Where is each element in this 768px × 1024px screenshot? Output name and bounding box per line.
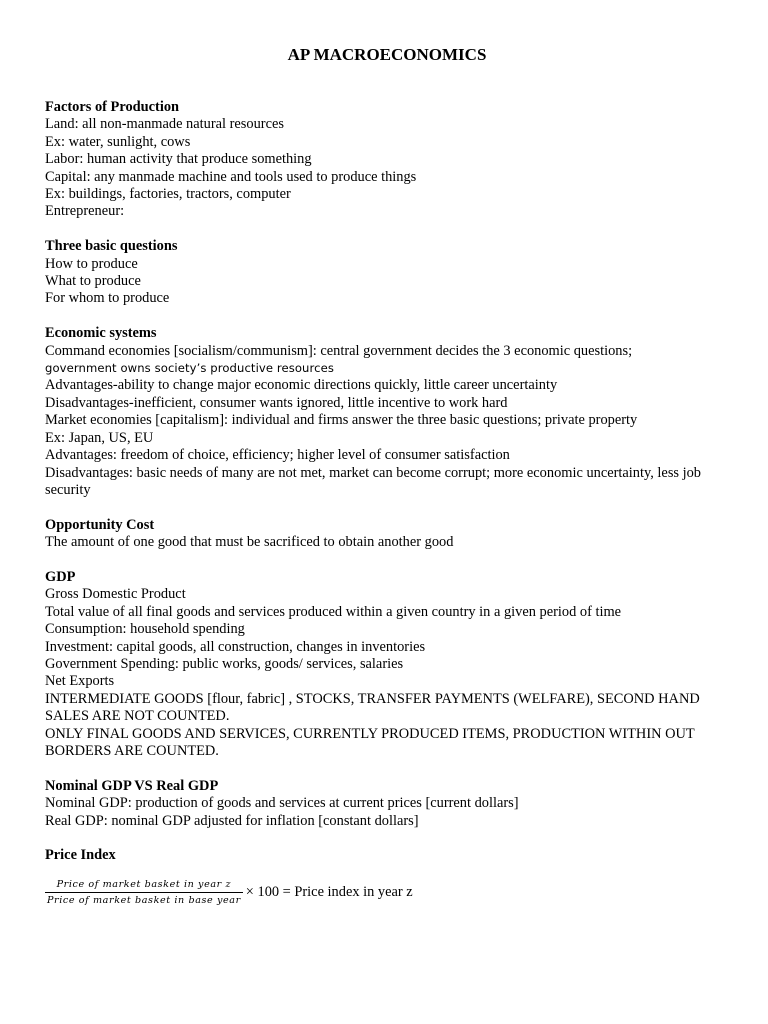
text-line: Disadvantages-inefficient, consumer wants ignored, little incentive to work hard [45,394,508,411]
text-line: ONLY FINAL GOODS AND SERVICES, CURRENTLY PRODUCED ITEMS, PRODUCTION WITHIN OUT BORDERS ARE COUNTED. [45,725,695,759]
text-line: Investment: capital goods, all construction, changes in inventories [45,638,426,655]
text-line: government owns society’s productive resources [45,361,334,376]
section-heading: Three basic questions [45,238,178,255]
document-title: AP MACROECONOMICS [287,45,487,64]
formula-numerator: Price of market basket in year z [56,878,232,890]
text-line: For whom to produce [45,290,170,307]
section-price-index [45,847,725,906]
section-heading: Opportunity Cost [45,516,155,533]
text-line: Gross Domestic Product [45,586,186,603]
text-line: Ex: buildings, factories, tractors, computer [45,186,291,203]
text-line: Capital: any manmade machine and tools used to produce things [45,168,417,185]
section-heading: Economic systems [45,325,157,342]
text-line: Entrepreneur: [45,203,125,220]
text-line: Government Spending: public works, goods/ services, salaries [45,655,404,672]
text-line: Disadvantages: basic needs of many are not met, market can become corrupt; more economic uncertainty, less job security [45,464,702,498]
text-line: Market economies [capitalism]: individual and firms answer the three basic questions; private property [45,412,638,429]
formula-denominator: Price of market basket in base year [47,894,241,906]
section-factors-of-production [45,99,725,221]
text-line: Ex: water, sunlight, cows [45,133,191,150]
section-three-basic-questions [45,238,725,308]
text-line: The amount of one good that must be sacrificed to obtain another good [45,534,454,551]
text-line: What to produce [45,273,141,290]
text-line: INTERMEDIATE GOODS [flour, fabric] , STOCKS, TRANSFER PAYMENTS (WELFARE), SECOND HAND SALES ARE NOT COUNTED. [45,690,700,725]
price-index-formula [45,879,725,907]
section-gdp [45,569,725,760]
text-line: Real GDP: nominal GDP adjusted for inflation [constant dollars] [45,812,419,829]
section-heading: Factors of Production [45,99,180,115]
text-line: Consumption: household spending [45,621,245,638]
section-heading: Nominal GDP VS Real GDP [45,777,219,794]
formula-result: × 100 = Price index in year z [245,884,413,901]
section-nominal-vs-real-gdp [45,778,725,830]
text-line: Command economies [socialism/communism]: central government decides the 3 economic questions; [45,342,633,359]
document-page [45,44,725,924]
text-line: Total value of all final goods and services produced within a given country in a given period of time [45,603,622,620]
text-line: Advantages: freedom of choice, efficiency; higher level of consumer satisfaction [45,447,510,464]
text-line: Land: all non-manmade natural resources [45,116,284,133]
section-heading: Price Index [45,847,116,864]
formula-fraction [45,879,243,907]
section-economic-systems [45,325,725,499]
section-heading: GDP [45,568,76,585]
text-line: Labor: human activity that produce something [45,151,312,168]
text-line: Advantages-ability to change major economic directions quickly, little career uncertainty [45,377,558,394]
text-line: Net Exports [45,673,115,690]
text-line: How to produce [45,255,138,272]
text-line: Ex: Japan, US, EU [45,429,154,446]
section-opportunity-cost [45,517,725,552]
text-line: Nominal GDP: production of goods and services at current prices [current dollars] [45,795,519,812]
